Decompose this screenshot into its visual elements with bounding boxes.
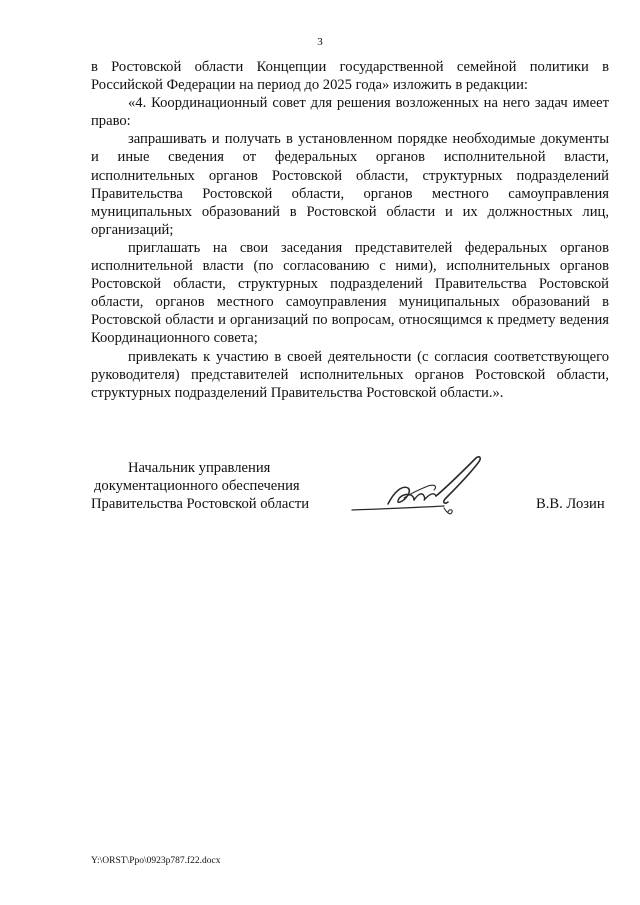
paragraph-5: привлекать к участию в своей деятельности (с согласия соответствующего руководителя) представителей исполнительных органов Ростовской области, структурных подразделений Правительства Ростовской области.». <box>91 348 609 401</box>
paragraph-1: в Ростовской области Концепции государственной семейной политики в Российской Федерации на период до 2025 года» изложить в редакции: <box>91 59 609 94</box>
paragraph-2: «4. Координационный совет для решения возложенных на него задач имеет право: <box>91 95 609 130</box>
signatory-title <box>91 459 331 513</box>
paragraph-3: запрашивать и получать в установленном порядке необходимые документы и иные сведения от федеральных органов исполнительной власти, исполнительных органов Ростовской области, структурных подразделений Правительства Ростовской области, органов местного самоуправления муниципальных образований в Ростовской области и их должностных лиц, организаций; <box>91 131 609 238</box>
handwritten-signature-icon <box>348 452 498 522</box>
page-number: 3 <box>317 36 323 48</box>
signatory-title-line-2: документационного обеспечения <box>94 478 300 495</box>
paragraph-4: приглашать на свои заседания представителей федеральных органов исполнительной власти (по согласованию с ними), исполнительных органов Ростовской области, структурных подразделений Правительства Ростовской области, органов местного самоуправления муниципальных образований в Ростовской области и организаций по вопросам, относящимся к предмету ведения Координационного совета; <box>91 239 609 347</box>
signer-name: В.В. Лозин <box>536 496 605 512</box>
signatory-title-line-3: Правительства Ростовской области <box>91 496 310 513</box>
signatory-title-line-1: Начальник управления <box>128 460 271 476</box>
document-body <box>91 58 609 402</box>
file-path-footer: Y:\ORST\Ppo\0923p787.f22.docx <box>91 856 221 866</box>
